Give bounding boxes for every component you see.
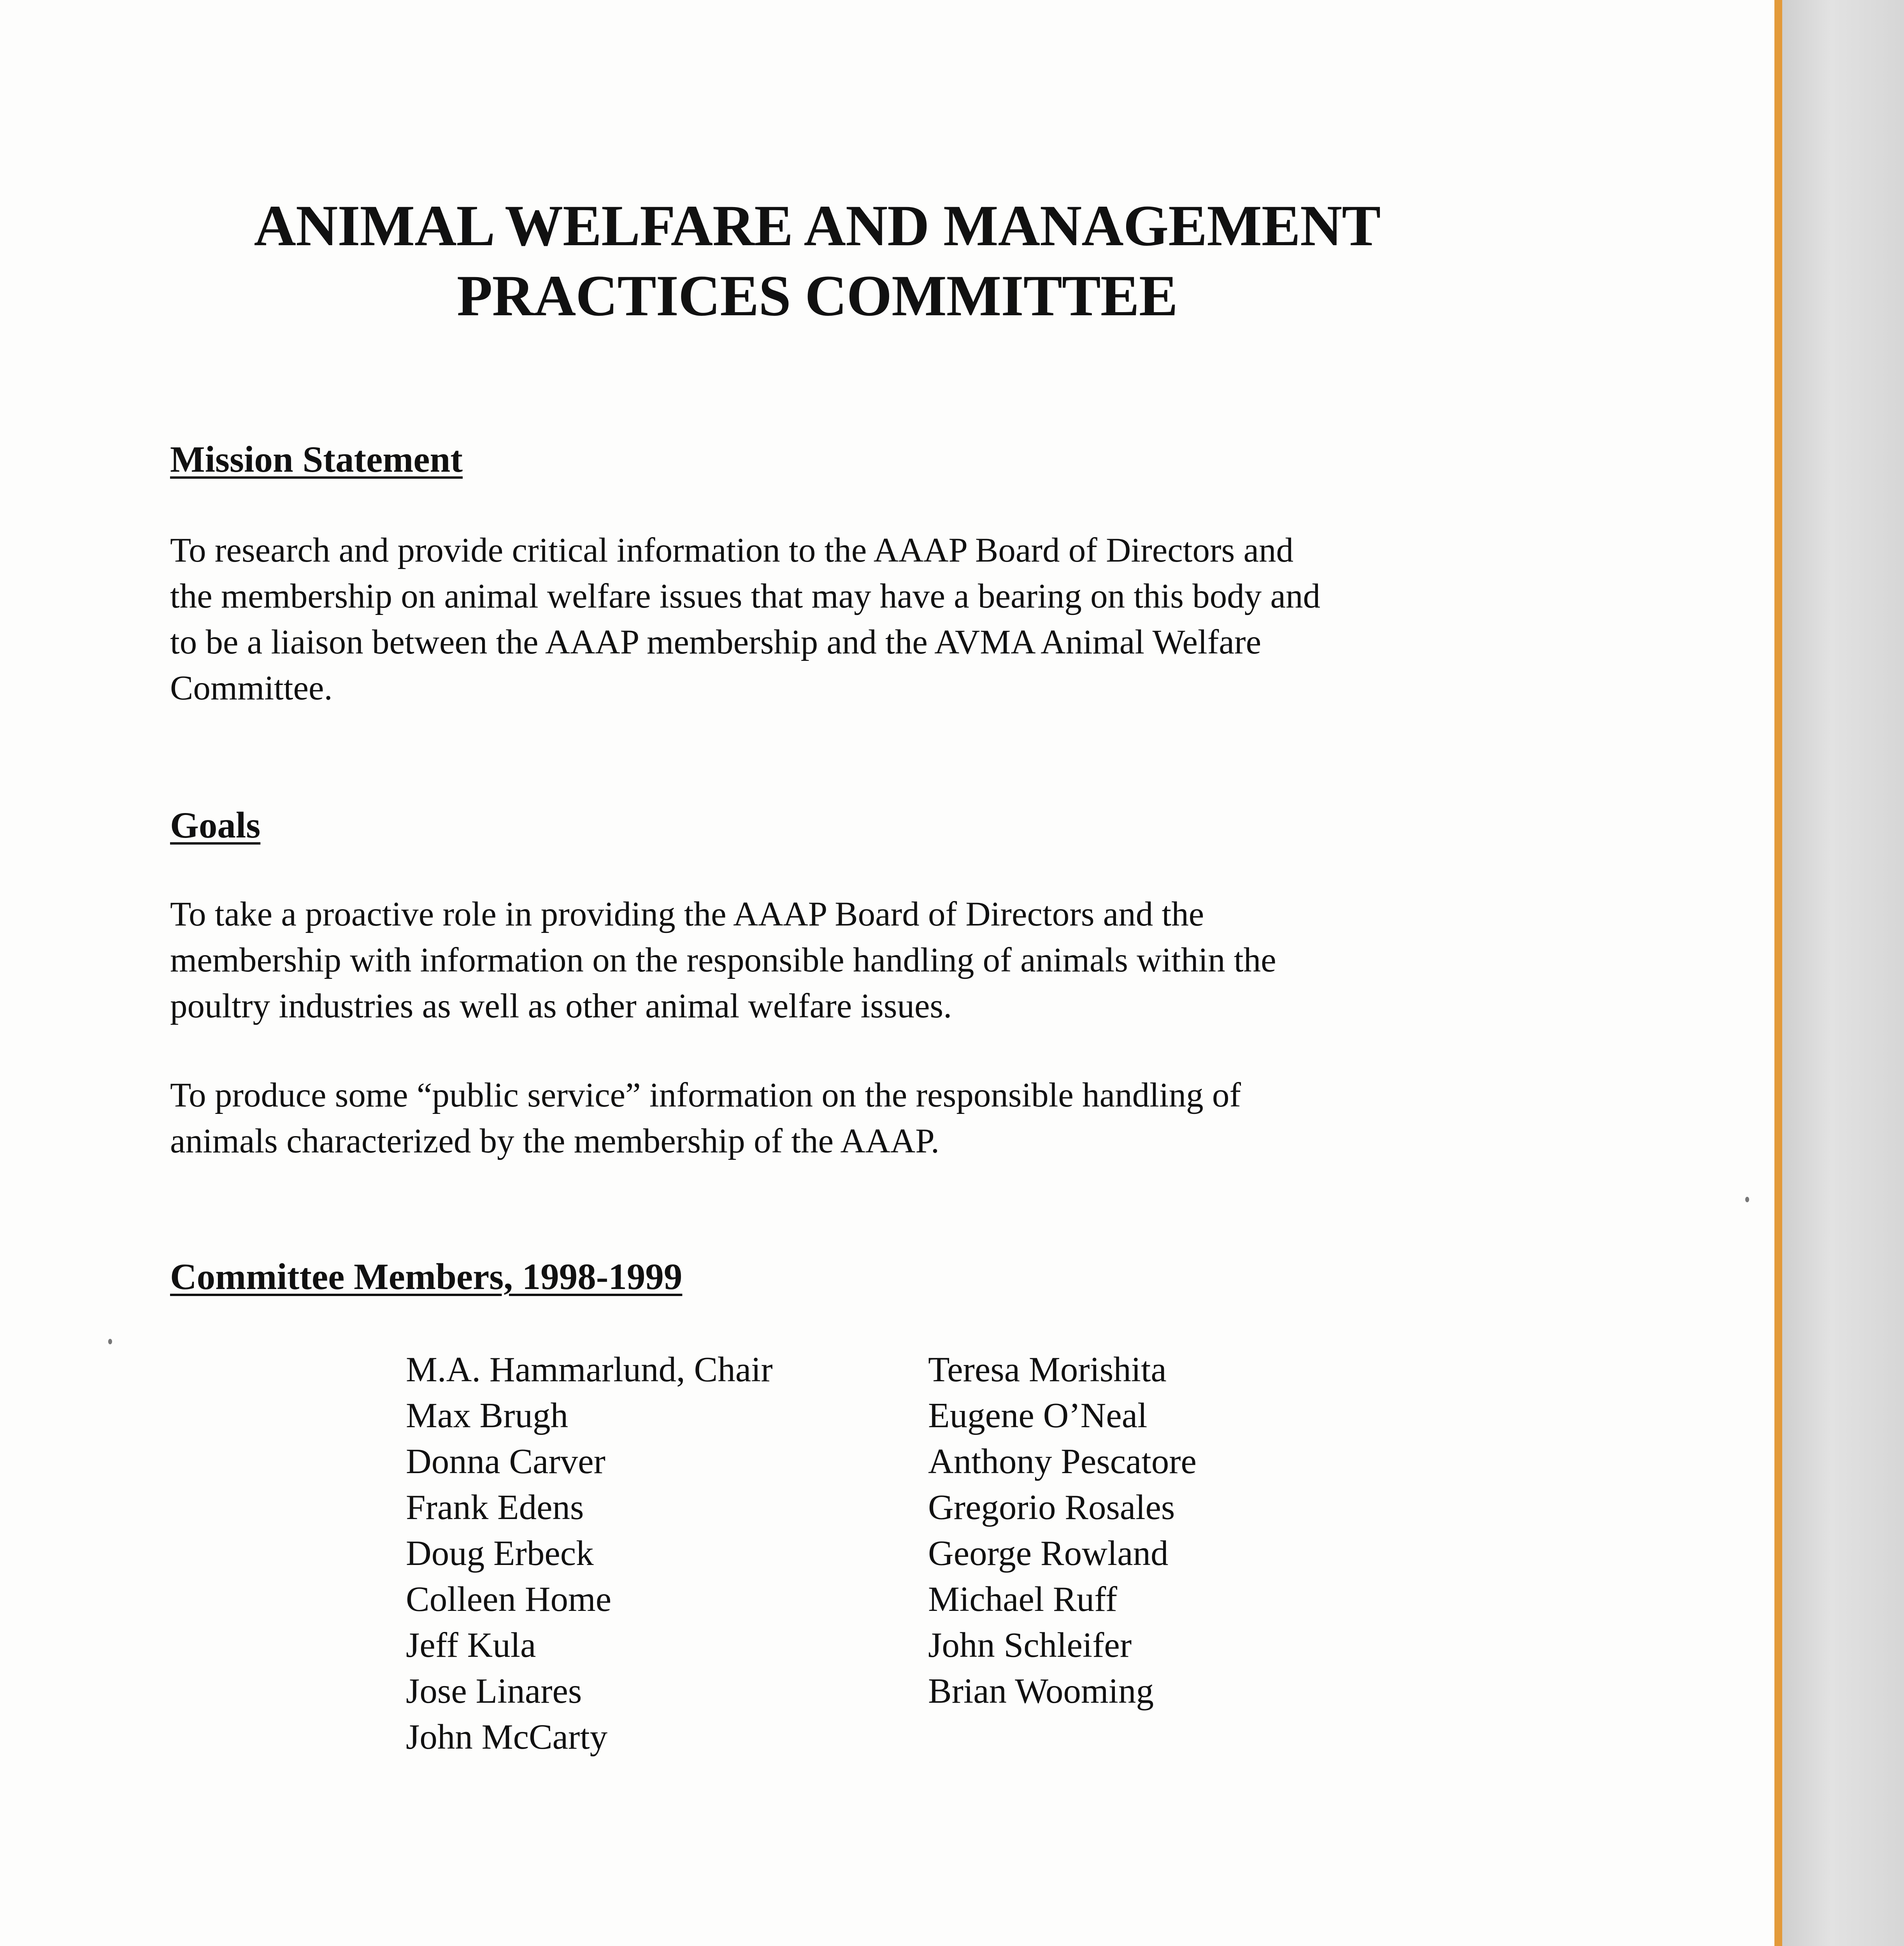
member-name: Gregorio Rosales [928,1488,1175,1527]
member-name: Jose Linares [406,1671,582,1711]
goal-line: membership with information on the responsible handling of animals within the [170,941,1276,979]
member-name: John McCarty [406,1717,608,1756]
mission-line: To research and provide critical information to the AAAP Board of Directors and [170,531,1294,569]
mission-line: to be a liaison between the AAAP membership and the AVMA Animal Welfare [170,623,1262,661]
goal-2-text [170,1072,1466,1164]
mission-statement-text [170,527,1466,711]
member-name: Jeff Kula [406,1625,536,1665]
member-name: Max Brugh [406,1396,569,1435]
goal-line: animals characterized by the membership of the AAAP. [170,1122,940,1160]
page-edge-gray [1782,0,1904,1946]
goal-line: To produce some “public service” information on the responsible handling of [170,1076,1241,1114]
member-name: Doug Erbeck [406,1533,594,1573]
members-column-2 [928,1347,1197,1714]
member-name: Anthony Pescatore [928,1442,1197,1481]
member-name: Michael Ruff [928,1579,1118,1619]
page-title-line-2: PRACTICES COMMITTEE [456,263,1178,328]
goals-heading: Goals [170,804,261,846]
page-title-line-1: ANIMAL WELFARE AND MANAGEMENT [254,193,1381,258]
member-name: M.A. Hammarlund, Chair [406,1350,773,1389]
member-name: John Schleifer [928,1625,1132,1665]
mission-line: the membership on animal welfare issues that may have a bearing on this body and [170,577,1320,615]
goal-line: To take a proactive role in providing the AAAP Board of Directors and the [170,895,1204,933]
goal-line: poultry industries as well as other animal welfare issues. [170,987,952,1025]
member-name: Colleen Home [406,1579,612,1619]
speck-mark [1745,1197,1749,1202]
members-column-1 [406,1347,773,1760]
member-name: Teresa Morishita [928,1350,1167,1389]
page-edge-orange [1774,0,1782,1946]
member-name: Eugene O’Neal [928,1396,1148,1435]
speck-mark [108,1339,112,1344]
mission-statement-heading: Mission Statement [170,439,463,480]
member-name: George Rowland [928,1533,1169,1573]
page-title [156,191,1479,331]
goal-1-text [170,891,1466,1029]
mission-line: Committee. [170,669,333,707]
member-name: Frank Edens [406,1488,584,1527]
member-name: Donna Carver [406,1442,605,1481]
committee-members-heading: Committee Members, 1998-1999 [170,1256,683,1297]
member-name: Brian Wooming [928,1671,1154,1711]
